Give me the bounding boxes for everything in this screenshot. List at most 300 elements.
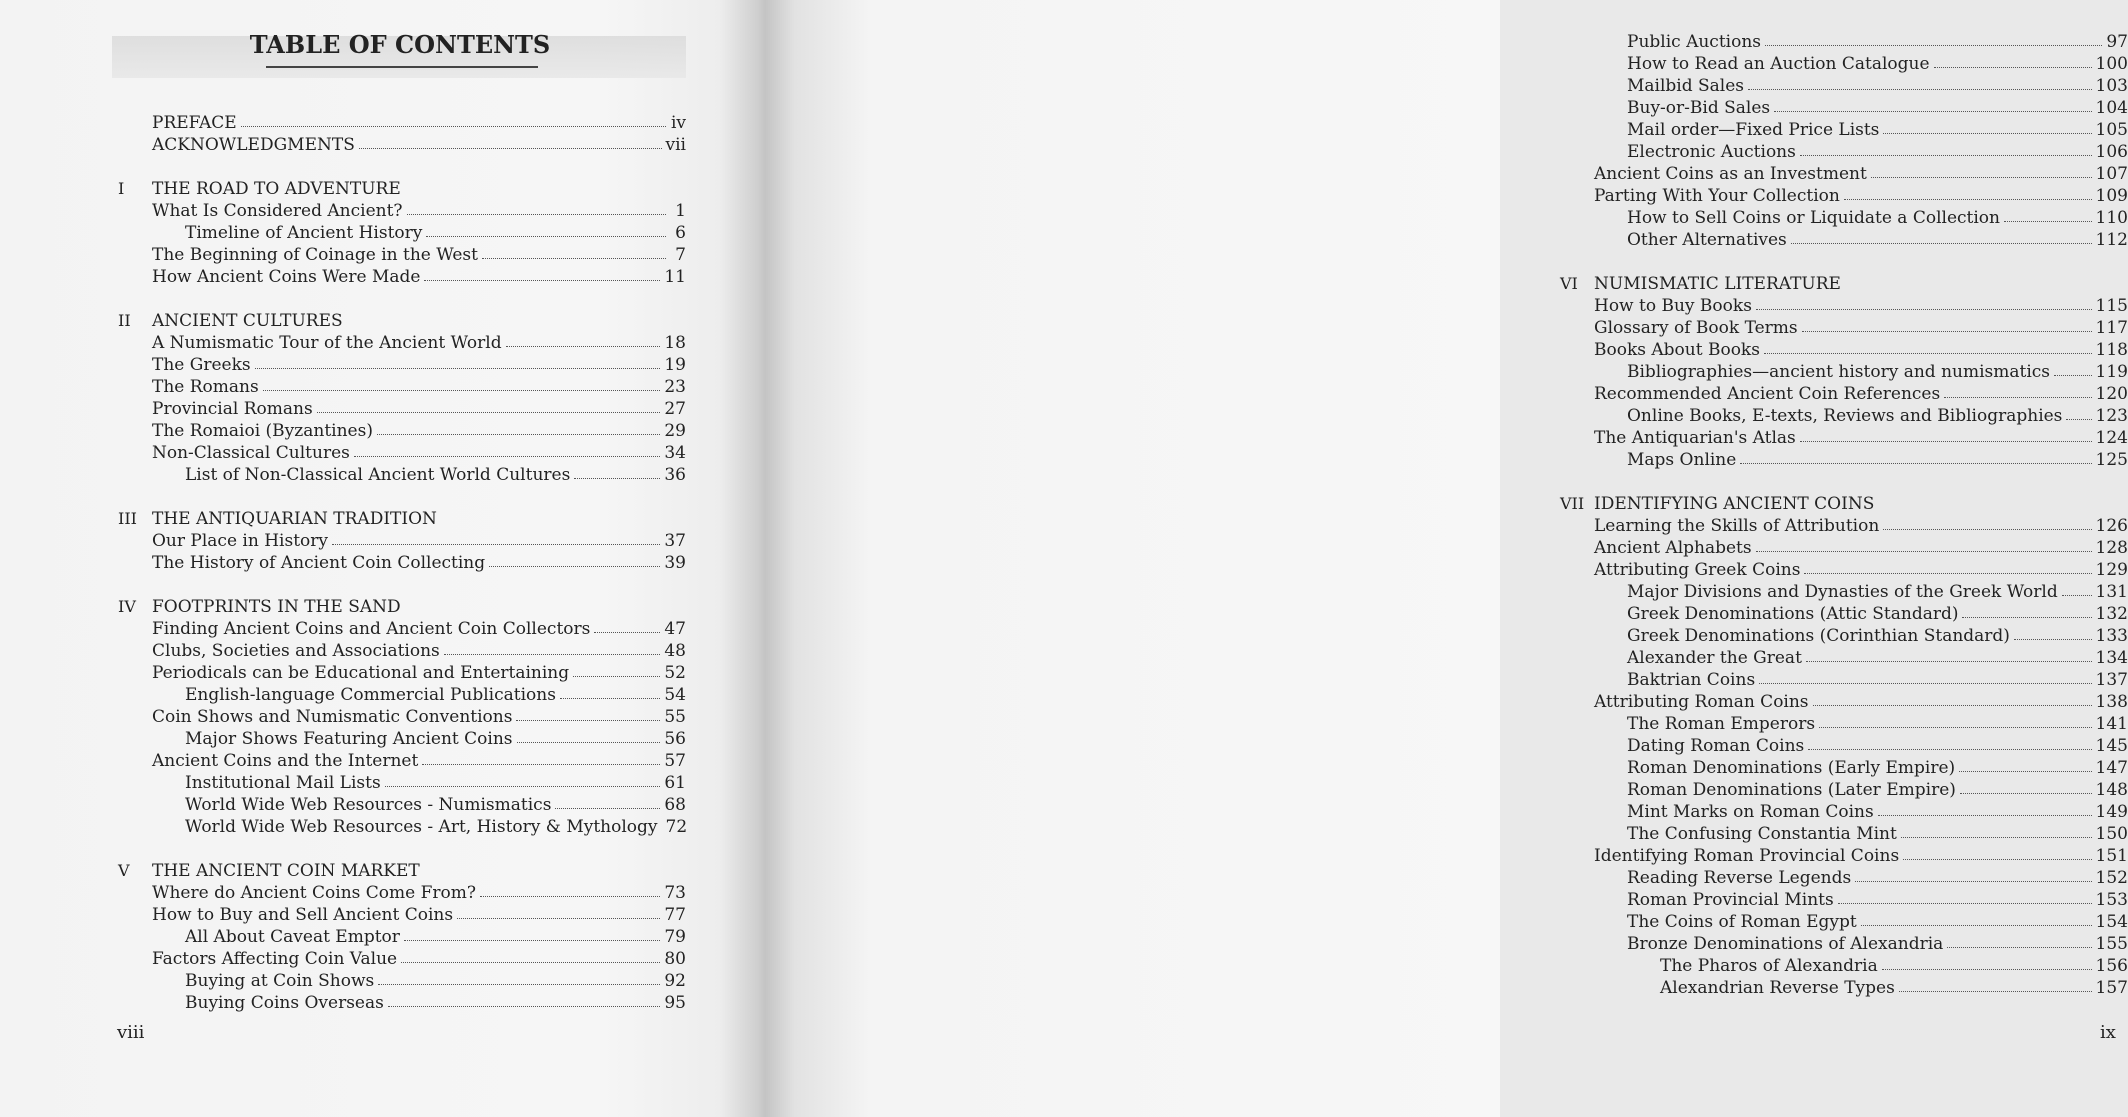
page-number: 147 [2095,758,2128,778]
dot-leader [426,222,666,237]
entry-title: How to Sell Coins or Liquidate a Collection [1627,208,2000,228]
toc-entry [1560,779,2128,801]
toc-entry [1560,207,2128,229]
dot-leader [359,134,662,149]
dot-leader [422,750,660,765]
entry-title: Books About Books [1594,340,1760,360]
entry-title: IDENTIFYING ANCIENT COINS [1594,494,1875,514]
page-number: 120 [2095,384,2128,404]
dot-leader [1759,669,2091,684]
entry-title: The Roman Emperors [1627,714,1816,734]
page-number: vii [665,135,686,155]
page-number: 117 [2095,318,2128,338]
toc-gap [118,156,686,178]
entry-title: Mail order—Fixed Price Lists [1627,120,1880,140]
toc-entry [118,420,686,442]
page-number: 80 [664,949,686,969]
page-number: 148 [2095,780,2128,800]
dot-leader [1748,75,2092,90]
entry-title: PREFACE [152,113,237,133]
page-number: 150 [2095,824,2128,844]
toc-entry [118,134,686,156]
toc-entry [118,948,686,970]
page-number: 19 [664,355,686,375]
toc-entry [118,442,686,464]
toc-entry [1560,647,2128,669]
page-number: 145 [2095,736,2128,756]
dot-leader [424,266,660,281]
chapter-number: V [118,861,130,880]
toc-entry [1560,75,2128,97]
entry-title: ANCIENT CULTURES [152,311,343,331]
entry-title: Clubs, Societies and Associations [152,641,440,661]
page-number: 154 [2095,912,2128,932]
page-number: 152 [2095,868,2128,888]
entry-title: Major Shows Featuring Ancient Coins [185,729,513,749]
toc-entry [118,750,686,772]
entry-title: Buying Coins Overseas [185,993,384,1013]
toc-entry [118,882,686,904]
toc-entry [1560,295,2128,317]
dot-leader [388,992,661,1007]
toc-chapter-heading [118,596,686,618]
entry-title: Roman Denominations (Later Empire) [1627,780,1956,800]
left-folio: viii [117,1022,145,1043]
dot-leader [1934,53,2092,68]
toc-entry [118,354,686,376]
entry-title: List of Non-Classical Ancient World Cultures [185,465,571,485]
entry-title: Ancient Coins as an Investment [1594,164,1867,184]
entry-title: The Romans [152,377,259,397]
page-number: 55 [664,707,686,727]
entry-title: ACKNOWLEDGMENTS [152,135,355,155]
toc-entry [118,464,686,486]
entry-title: Ancient Alphabets [1594,538,1752,558]
entry-title: Public Auctions [1627,32,1761,52]
entry-title: The History of Ancient Coin Collecting [152,553,486,573]
toc-entry [1560,691,2128,713]
page-number: 141 [2095,714,2128,734]
chapter-number: III [118,509,137,528]
entry-title: Bibliographies—ancient history and numismatics [1627,362,2051,382]
toc-entry [118,552,686,574]
toc-entry [118,706,686,728]
toc-chapter-heading [118,178,686,200]
entry-title: Greek Denominations (Corinthian Standard) [1627,626,2010,646]
toc-entry [1560,713,2128,735]
entry-title: Reading Reverse Legends [1627,868,1852,888]
entry-title: How to Read an Auction Catalogue [1627,54,1930,74]
toc-entry [1560,537,2128,559]
entry-title: Alexander the Great [1627,648,1802,668]
dot-leader [1944,383,2091,398]
dot-leader [332,530,660,545]
entry-title: The Greeks [152,355,251,375]
page-number: 97 [2106,32,2128,52]
dot-leader [2014,625,2092,640]
toc-entry [1560,889,2128,911]
entry-title: Attributing Greek Coins [1594,560,1801,580]
dot-leader [2066,405,2091,420]
dot-leader [347,310,666,324]
page-number: 73 [664,883,686,903]
entry-title: Periodicals can be Educational and Entertaining [152,663,570,683]
toc-entry [118,376,686,398]
entry-title: The Coins of Roman Egypt [1627,912,1857,932]
page-number: 37 [664,531,686,551]
toc-entry [1560,317,2128,339]
toc-entry [1560,427,2128,449]
page-number: 103 [2095,76,2128,96]
page-number: 131 [2095,582,2128,602]
page-number: 1 [675,201,686,221]
entry-title: Roman Denominations (Early Empire) [1627,758,1956,778]
dot-leader [1756,537,2092,552]
page-number: 157 [2095,978,2128,998]
page-number: 7 [675,245,686,265]
dot-leader [1800,141,2092,156]
entry-title: Mailbid Sales [1627,76,1745,96]
entry-title: The Confusing Constantia Mint [1627,824,1897,844]
dot-leader [2062,581,2092,596]
page-number: 61 [664,773,686,793]
toc-entry [118,904,686,926]
dot-leader [1871,163,2092,178]
toc-entry [118,398,686,420]
page-number: 129 [2095,560,2128,580]
dot-leader [263,376,661,391]
toc-entry [118,200,686,222]
toc-entry [1560,515,2128,537]
dot-leader [1819,713,2091,728]
entry-title: World Wide Web Resources - Numismatics [185,795,552,815]
page-number: 95 [664,993,686,1013]
toc-entry [1560,559,2128,581]
page-number: 106 [2095,142,2128,162]
dot-leader [516,706,660,721]
entry-title: THE ROAD TO ADVENTURE [152,179,401,199]
page-number: 125 [2095,450,2128,470]
dot-leader [1804,559,2091,574]
page-number: 105 [2095,120,2128,140]
entry-title: Dating Roman Coins [1627,736,1805,756]
page-number: 27 [664,399,686,419]
dot-leader [317,398,661,413]
page-number: 155 [2095,934,2128,954]
entry-title: Glossary of Book Terms [1594,318,1798,338]
toc-entry [1560,603,2128,625]
toc-entry [1560,185,2128,207]
dot-leader [441,508,666,522]
toc-entry [1560,867,2128,889]
chapter-number: VI [1560,274,1578,293]
toc-entry [1560,955,2128,977]
dot-leader [573,662,660,677]
toc-entry [118,618,686,640]
dot-leader [407,200,666,215]
toc-entry [1560,163,2128,185]
dot-leader [489,552,660,567]
page-number: 29 [664,421,686,441]
toc-chapter-heading [118,508,686,530]
entry-title: Identifying Roman Provincial Coins [1594,846,1900,866]
dot-leader [1878,801,2092,816]
dot-leader [2054,361,2092,376]
entry-title: How to Buy Books [1594,296,1752,316]
dot-leader [1740,449,2091,464]
page-number: 151 [2095,846,2128,866]
page-number: 79 [664,927,686,947]
dot-leader [517,728,661,743]
dot-leader [385,772,661,787]
entry-title: Finding Ancient Coins and Ancient Coin Collectors [152,619,591,639]
entry-title: Buying at Coin Shows [185,971,375,991]
page-number: 47 [664,619,686,639]
entry-title: Factors Affecting Coin Value [152,949,398,969]
entry-title: Attributing Roman Coins [1594,692,1809,712]
entry-title: Electronic Auctions [1627,142,1796,162]
left-page [0,0,745,1117]
toc-entry [1560,383,2128,405]
page-number: 124 [2095,428,2128,448]
entry-title: Bronze Denominations of Alexandria [1627,934,1944,954]
dot-leader [401,948,660,963]
page-number: 156 [2095,956,2128,976]
dot-leader [1813,691,2092,706]
toc-entry [118,662,686,684]
entry-title: The Romaioi (Byzantines) [152,421,373,441]
right-folio: ix [2100,1022,2116,1043]
toc-gap [1560,251,2128,273]
entry-title: Other Alternatives [1627,230,1787,250]
page-number: 11 [664,267,686,287]
entry-title: Baktrian Coins [1627,670,1756,690]
toc-entry [1560,361,2128,383]
chapter-number: VII [1560,494,1585,513]
page-number: 92 [664,971,686,991]
entry-title: Maps Online [1627,450,1737,470]
entry-title: Ancient Coins and the Internet [152,751,419,771]
dot-leader [457,904,660,919]
right-page [745,0,2128,1117]
page-number: 123 [2095,406,2128,426]
toc-gap [118,486,686,508]
toc-entry [1560,53,2128,75]
toc-entry [1560,97,2128,119]
toc-entry [118,816,686,838]
toc-entry [1560,801,2128,823]
title-text: TABLE OF CONTENTS [249,30,551,59]
toc-entry [1560,449,2128,471]
page-number: 72 [665,817,688,837]
dot-leader [1962,603,2091,618]
dot-leader [574,464,660,479]
page-number: 56 [664,729,686,749]
toc-entry [1560,933,2128,955]
entry-title: Timeline of Ancient History [185,223,423,243]
dot-leader [377,420,660,435]
page-number: 104 [2095,98,2128,118]
page-number: 34 [664,443,686,463]
chapter-number: IV [118,597,136,616]
dot-leader [1808,735,2091,750]
entry-title: Our Place in History [152,531,328,551]
toc-gap [118,838,686,860]
entry-title: THE ANTIQUARIAN TRADITION [152,509,437,529]
toc-entry [1560,735,2128,757]
entry-title: Greek Denominations (Attic Standard) [1627,604,1959,624]
page-number: 110 [2095,208,2128,228]
toc-entry [118,640,686,662]
entry-title: Parting With Your Collection [1594,186,1840,206]
page-title [0,30,800,59]
toc-entry [1560,229,2128,251]
toc-entry [118,530,686,552]
toc-gap [118,288,686,310]
toc-chapter-heading [118,860,686,882]
dot-leader [594,618,660,633]
page-number: 77 [664,905,686,925]
page-number: 137 [2095,670,2128,690]
toc-entry [1560,119,2128,141]
toc-entry [118,992,686,1014]
toc-right-list [1560,31,2128,999]
dot-leader [424,860,666,874]
entry-title: The Pharos of Alexandria [1660,956,1878,976]
toc-entry [1560,339,2128,361]
dot-leader [1802,317,2092,332]
entry-title: Roman Provincial Mints [1627,890,1834,910]
toc-chapter-heading [1560,493,2128,515]
page-number: 112 [2095,230,2128,250]
dot-leader [1861,911,2092,926]
entry-title: Where do Ancient Coins Come From? [152,883,476,903]
entry-title: FOOTPRINTS IN THE SAND [152,597,401,617]
dot-leader [405,596,666,610]
page-number: 48 [664,641,686,661]
dot-leader [1882,955,2092,970]
page-number: 149 [2095,802,2128,822]
dot-leader [1855,867,2091,882]
dot-leader [444,640,661,655]
page-number: 109 [2095,186,2128,206]
page-number: 118 [2095,340,2128,360]
dot-leader [1899,977,2092,992]
page-number: 132 [2095,604,2128,624]
page-number: 138 [2095,692,2128,712]
dot-leader [404,926,660,941]
entry-title: Coin Shows and Numismatic Conventions [152,707,513,727]
page-number: 119 [2095,362,2128,382]
toc-entry [1560,31,2128,53]
dot-leader [1774,97,2091,112]
entry-title: Buy-or-Bid Sales [1627,98,1771,118]
chapter-number: I [118,179,125,198]
entry-title: The Antiquarian's Atlas [1594,428,1796,448]
dot-leader [1901,823,2092,838]
dot-leader [378,970,660,985]
dot-leader [1844,185,2092,200]
page-number: 134 [2095,648,2128,668]
toc-entry [1560,581,2128,603]
page-number: 100 [2095,54,2128,74]
title-underline [266,66,538,68]
page-number: 57 [664,751,686,771]
dot-leader [1883,515,2091,530]
toc-entry [118,244,686,266]
entry-title: The Beginning of Coinage in the West [152,245,478,265]
dot-leader [1806,647,2092,662]
dot-leader [2004,207,2092,222]
dot-leader [1959,757,2091,772]
dot-leader [1838,889,2092,904]
page-number: 126 [2095,516,2128,536]
dot-leader [560,684,660,699]
toc-entry [1560,911,2128,933]
dot-leader [1883,119,2091,134]
dot-leader [1764,339,2092,354]
toc-gap [118,574,686,596]
page-number: 18 [664,333,686,353]
toc-entry [118,222,686,244]
toc-entry [118,266,686,288]
dot-leader [1960,779,2092,794]
page-number: 36 [664,465,686,485]
toc-entry [1560,845,2128,867]
entry-title: THE ANCIENT COIN MARKET [152,861,420,881]
dot-leader [480,882,660,897]
toc-gap [1560,471,2128,493]
page-number: 153 [2095,890,2128,910]
dot-leader [354,442,661,457]
toc-entry [118,794,686,816]
dot-leader [506,332,661,347]
entry-title: Provincial Romans [152,399,313,419]
toc-entry [118,970,686,992]
toc-entry [118,728,686,750]
page-number: 68 [664,795,686,815]
entry-title: Online Books, E-texts, Reviews and Bibliographies [1627,406,2063,426]
entry-title: A Numismatic Tour of the Ancient World [152,333,502,353]
dot-leader [1756,295,2092,310]
dot-leader [1903,845,2091,860]
page-number: 128 [2095,538,2128,558]
page-number: 54 [664,685,686,705]
toc-entry [1560,141,2128,163]
entry-title: English-language Commercial Publications [185,685,556,705]
entry-title: All About Caveat Emptor [185,927,400,947]
dot-leader [1947,933,2091,948]
dot-leader [555,794,660,809]
toc-entry [1560,823,2128,845]
toc-entry [118,926,686,948]
dot-leader [1845,273,2108,287]
entry-title: Alexandrian Reverse Types [1660,978,1895,998]
entry-title: Learning the Skills of Attribution [1594,516,1880,536]
toc-entry [1560,625,2128,647]
dot-leader [1765,31,2102,46]
page-number: 6 [675,223,686,243]
page-number: 115 [2095,296,2128,316]
entry-title: NUMISMATIC LITERATURE [1594,274,1841,294]
dot-leader [1800,427,2092,442]
entry-title: Recommended Ancient Coin References [1594,384,1941,404]
chapter-number: II [118,311,131,330]
dot-leader [241,112,666,127]
dot-leader [1878,493,2108,507]
dot-leader [1791,229,2092,244]
toc-entry [118,772,686,794]
